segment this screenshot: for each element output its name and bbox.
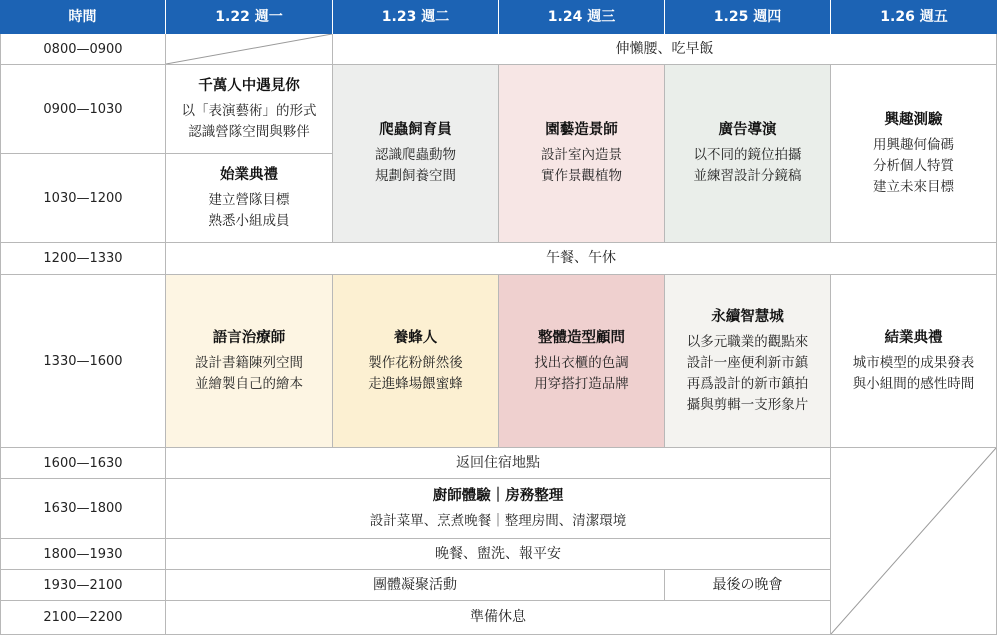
time-slot [0,601,166,635]
activity-desc: 認識爬蟲動物 [375,147,456,163]
breakfast-slot [333,34,997,65]
activity-smart-city [665,275,831,448]
header-day-3 [499,0,665,34]
activity-interest-test [831,65,997,243]
header-day-5-label: 1.26 週五 [880,8,948,25]
activity-title: 養蜂人 [393,329,438,346]
team-bonding-slot [166,570,665,601]
activity-desc: 攝與剪輯一支形象片 [686,396,809,413]
header-day-4-label: 1.25 週四 [713,8,782,25]
dinner-slot [166,539,831,570]
activity-title: 園藝造景師 [545,122,618,138]
activity-desc: 以「表演藝術」的形式 [181,102,317,119]
activity-title: 語言治療師 [212,329,286,346]
activity-desc: 再爲設計的新市鎮拍 [686,375,809,392]
activity-desc: 建立營隊目標 [208,191,290,208]
activity-desc: 城市模型的成果發表 [852,354,975,371]
dinner-text: 晚餐、盥洗、報平安 [435,545,561,562]
time-slot [0,275,166,448]
time-slot-label: 1800—1930 [43,546,123,562]
activity-desc: 與小組間的感性時間 [852,375,975,392]
empty-slot-slash [831,448,997,635]
activity-desc: 製作花粉餅然後 [368,354,463,371]
activity-desc: 用穿搭打造品牌 [534,375,629,392]
activity-desc: 並繪製自己的繪本 [195,375,303,392]
time-slot-label: 1630—1800 [43,501,123,516]
activity-title: 整體造型顧問 [538,329,625,346]
farewell-party-text: 最後の晚會 [712,576,783,593]
header-time-label: 時間 [68,8,97,25]
time-slot-label: 1200—1330 [43,251,123,266]
activity-title: 廚師體驗｜房務整理 [432,487,564,504]
time-slot-label: 1600—1630 [43,455,123,471]
activity-desc: 實作景觀植物 [541,168,622,184]
activity-title: 爬蟲飼育員 [379,122,452,138]
activity-desc: 熟悉小組成員 [208,212,290,229]
lunch-text: 午餐、午休 [546,250,616,266]
activity-desc: 規劃飼養空間 [375,168,456,184]
activity-chef-housekeeping [166,479,831,539]
activity-desc: 找出衣櫃的色調 [534,354,629,371]
time-slot [0,65,166,154]
activity-landscaper [499,65,665,243]
activity-desc: 建立未來目標 [873,178,954,195]
return-text: 返回住宿地點 [456,454,540,471]
time-slot [0,448,166,479]
diagonal-line [166,34,332,64]
team-bonding-text: 團體凝聚活動 [373,576,457,593]
activity-desc: 以不同的鏡位拍攝 [693,147,802,163]
time-slot-label: 2100—2200 [43,610,123,625]
time-slot [0,154,166,243]
farewell-party-slot [665,570,831,601]
header-day-4 [665,0,831,34]
header-day-2-label: 1.23 週二 [381,8,450,25]
activity-desc: 設計室內造景 [541,147,622,163]
activity-title: 興趣測驗 [884,111,943,128]
activity-desc: 設計書籍陳列空間 [195,354,303,371]
activity-desc: 設計一座便利新市鎮 [686,354,809,371]
diagonal-line [831,448,996,634]
activity-ad-director [665,65,831,243]
activity-desc: 以多元職業的觀點來 [686,333,809,350]
time-slot-label: 1330—1600 [43,353,123,369]
lunch-slot [166,243,997,275]
activity-desc: 用興趣何倫碼 [873,136,954,153]
header-time [0,0,166,34]
time-slot [0,570,166,601]
activity-meet-you [166,65,333,154]
activity-title: 廣告導演 [718,122,777,138]
activity-beekeeper [333,275,499,448]
header-day-2 [333,0,499,34]
activity-style-consultant [499,275,665,448]
rest-text: 準備休息 [470,609,526,625]
activity-title: 永續智慧城 [711,308,784,325]
activity-desc: 分析個人特質 [873,157,954,174]
time-slot [0,243,166,275]
header-day-1-label: 1.22 週一 [215,8,283,25]
time-slot-label: 1030—1200 [43,190,123,206]
rest-slot [166,601,831,635]
activity-desc: 認識營隊空間與夥伴 [188,123,310,140]
time-slot-label: 1930—2100 [43,577,123,593]
activity-title: 千萬人中遇見你 [198,77,300,94]
activity-speech-therapist [166,275,333,448]
time-slot-label: 0900—1030 [43,101,123,117]
activity-opening-ceremony [166,154,333,243]
time-slot [0,539,166,570]
header-day-5 [831,0,997,34]
activity-closing-ceremony [831,275,997,448]
header-day-3-label: 1.24 週三 [547,8,616,25]
time-slot [0,34,166,65]
empty-slot-slash [166,34,333,65]
time-slot-label: 0800—0900 [43,41,123,57]
return-slot [166,448,831,479]
activity-title: 始業典禮 [220,166,278,183]
time-slot [0,479,166,539]
header-day-1 [166,0,333,34]
activity-desc: 設計菜單、烹煮晚餐｜整理房間、清潔環境 [369,512,627,529]
activity-desc: 並練習設計分鏡稿 [693,168,802,184]
activity-title: 結業典禮 [884,329,943,346]
breakfast-text: 伸懶腰、吃早飯 [615,40,714,57]
activity-reptile-keeper [333,65,499,243]
activity-desc: 走進蜂場餵蜜蜂 [368,375,463,392]
